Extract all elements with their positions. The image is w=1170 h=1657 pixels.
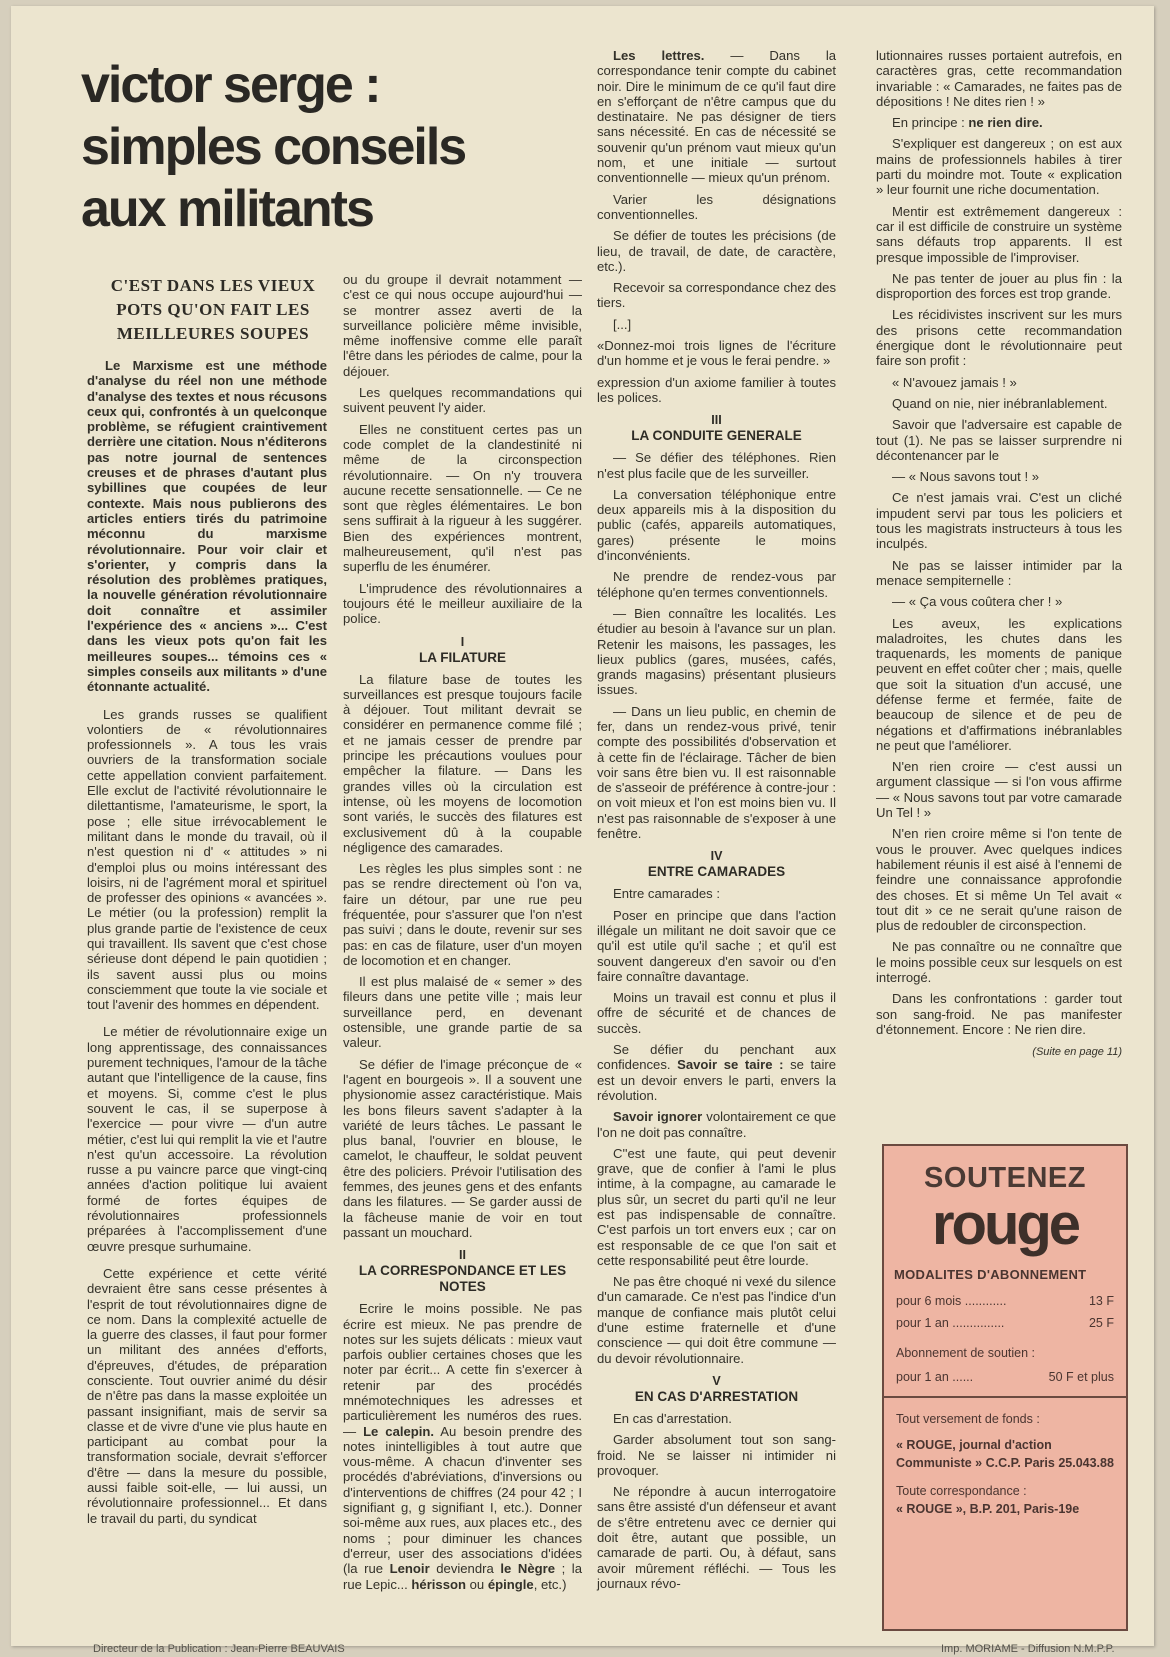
section-number: III xyxy=(711,413,722,428)
price-value: 50 F et plus xyxy=(1048,1370,1114,1384)
text-run: volontairement ce que l'on ne doit pas connaître. xyxy=(597,1109,836,1140)
column-1 xyxy=(87,274,327,1634)
price-row xyxy=(896,1316,1114,1330)
paragraph: Moins un travail est connu et plus il offre de sécurité et de chances de succès. xyxy=(597,990,836,1036)
ad-subtitle: MODALITES D'ABONNEMENT xyxy=(894,1267,1087,1282)
section-number: II xyxy=(459,1248,466,1263)
section-title: LA CONDUITE GENERALE xyxy=(631,428,802,444)
text-run: deviendra xyxy=(429,1561,501,1577)
section-title: EN CAS D'ARRESTATION xyxy=(634,1388,799,1404)
paragraph: Ne pas se laisser intimider par la menace sempiternelle : xyxy=(876,557,1122,588)
section-title: LA FILATURE xyxy=(419,649,506,665)
paragraph: La filature base de toutes les surveillances est presque toujours facile à déjouer. Tout militant devrait se considérer en permanence comme filé ; et ne jamais cesser de prendre par principe les précautions voulues pour empêcher la filature. — Dans les grandes villes où la circulation est intense, où les moyens de locomotion sont variés, le succès des filatures est exclusivement dû à la coupable négligence des camarades. xyxy=(343,671,582,855)
paragraph: — « Ça vous coûtera cher ! » xyxy=(892,594,1063,610)
section-heading-4 xyxy=(597,848,836,880)
price-value: 25 F xyxy=(1088,1316,1114,1330)
paragraph: S'expliquer est dangereux ; on est aux mains de professionnels habiles à tirer parti du moindre mot. Toute « explication » leur fournit une riche documentation. xyxy=(876,136,1122,198)
paragraph: ou du groupe il devrait notamment — c'est ce qui nous occupe aujourd'hui — se montrer assez averti de la surveillance policière même invisible, même inoffensive comme elle paraît l'être dans les périodes de calme, pour la déjouer. xyxy=(343,272,582,379)
section-title: ENTRE CAMARADES xyxy=(647,864,786,880)
price-row xyxy=(896,1370,1114,1384)
bold-run: Savoir se taire : xyxy=(677,1057,784,1073)
title-line-2: simples conseils xyxy=(81,118,466,176)
section-number: IV xyxy=(710,849,723,864)
column-2 xyxy=(343,272,582,1634)
text-run: En principe : xyxy=(892,115,969,131)
title-line-3: aux militants xyxy=(81,180,373,238)
section-heading-5 xyxy=(597,1373,836,1405)
paragraph: N'en rien croire même si l'on tente de vous le prouver. Avec quelques indices habilement réunis il est aisé à l'ennemi de feindre une connaissance approfondie des choses. Et si même Un Tel avait « tout dit » ce ne serait qu'une raison de plus de redoubler de circonspection. xyxy=(876,826,1122,934)
section-heading-1 xyxy=(343,634,582,666)
paragraph: Savoir que l'adversaire est capable de tout (1). Ne pas se laisser surprendre ni décontenancer par le xyxy=(876,417,1122,463)
price-label: pour 6 mois ............ xyxy=(896,1294,1007,1308)
chapo xyxy=(87,358,327,695)
bold-run: le Nègre xyxy=(500,1561,555,1577)
text-run: — Dans la correspondance tenir compte du cabinet noir. Dire le minimum de ce qu'il faut dire en s'efforçant de n'être campus que du destinataire. Ne pas désigner de tiers sans nécessité. En cas de nécessité se souvenir qu'un prénom vaut mieux qu'un nom, et une initiale — surtout conventionnelle — mieux qu'un prénom. xyxy=(597,48,837,186)
text-run: , etc.) xyxy=(533,1576,567,1592)
paragraph: [...] xyxy=(613,316,632,332)
paragraph: Les aveux, les explications maladroites, les chutes dans les traquenards, les moments de panique peuvent en effet coûter cher ; mais, quelle que soit la situation d'un accusé, une défense ferme et fermée, faite de beaucoup de silence et de peu de négations et d'affirmations inébranlables ne peut que l'améliorer. xyxy=(876,615,1122,753)
bold-run: ne rien dire. xyxy=(968,115,1043,131)
section-heading-3 xyxy=(597,412,836,444)
paragraph: Ne pas tenter de jouer au plus fin : la disproportion des forces est trop grande. xyxy=(876,270,1122,302)
ad-heading: SOUTENEZ xyxy=(924,1162,1086,1194)
bold-run: Lenoir xyxy=(389,1561,430,1577)
text-run: Se défier du penchant aux confidences. xyxy=(597,1042,836,1073)
bold-run: Savoir ignorer xyxy=(613,1109,703,1125)
ad-divider xyxy=(884,1396,1126,1398)
paragraph: Ne pas connaître ou ne connaître que le moins possible ceux sur lesquels on est interrogé. xyxy=(876,939,1122,986)
paragraph xyxy=(597,1109,836,1140)
section-title: LA CORRESPONDANCE ET LES NOTES xyxy=(358,1263,567,1295)
price-value: 13 F xyxy=(1088,1294,1114,1308)
bold-run: Le calepin. xyxy=(363,1423,435,1439)
paragraph: Elles ne constituent certes pas un code complet de la clandestinité ni même de la circonspection révolutionnaire. — On n'y trouvera aucune recette sensationnelle. — Ce ne sont que règles élémentaires. Le bon sens suffirait à la rigueur à les suggérer. Bien des expériences montrent, malheureusement, qu'il n'est pas superflu de les énumérer. xyxy=(343,421,582,575)
paragraph: — Bien connaître les localités. Les étudier au besoin à l'avance sur un plan. Retenir les maisons, les passages, les lieux publics (gares, musées, cafés, grands magasins) présentant plusieurs issues. xyxy=(597,605,836,698)
paragraph: Le métier de révolutionnaire exige un long apprentissage, des connaissances purement techniques, l'amour de la tâche autant que l'intelligence de la cause, fins et moyens. Si, comme c'est le plus souvent le cas, il se superpose à l'exercice — pour vivre — d'un autre métier, c'est lui qui remplit la vie et l'autre n'est qu'un accessoire. La révolution russe a pu vaincre parce que vingt-cinq années d'action politique lui avaient formé de fortes équipes de révolutionnaires professionnels préparées à l'accomplissement d'une œuvre presque surhumaine. xyxy=(87,1024,327,1254)
paragraph: L'imprudence des révolutionnaires a toujours été le meilleur auxiliaire de la police. xyxy=(343,580,582,627)
paragraph: expression d'un axiome familier à toutes les polices. xyxy=(597,374,836,405)
paragraph: Se défier de l'image préconçue de « l'agent en bourgeois ». Il a souvent une physionomie assez caractéristique. Mais les bons fileurs savent s'adapter à la variété de leurs tâches. Le passant le plus banal, l'ouvrier en blouse, le camelot, le chauffeur, le soldat peuvent être des policiers. Prévoir l'utilisation des femmes, des jeunes gens et des enfants dans les filatures. — Se garder aussi de la fâcheuse manie de voir en tout passant un mouchard. xyxy=(343,1056,582,1240)
paragraph: Ne prendre de rendez-vous par téléphone qu'en termes conventionnels. xyxy=(597,569,836,600)
versement-label: Tout versement de fonds : xyxy=(896,1412,1040,1426)
section-number: I xyxy=(460,634,465,649)
paragraph: «Donnez-moi trois lignes de l'écriture d'un homme et je vous le ferai pendre. » xyxy=(597,338,836,369)
text-run: Ecrire le moins possible. Ne pas écrire est mieux. Ne pas prendre de notes sur les sujets délicats : mieux vaut parfois oublier certaines choses que les noter par écrit... A cette fin s'exercer à retenir par des procédés mnémotechniques les adresses et particulièrement les numéros des rues. — xyxy=(343,1301,582,1439)
paragraph xyxy=(876,115,1122,130)
title-line-1: victor serge : xyxy=(81,56,380,114)
article-title xyxy=(81,54,581,240)
paragraph: — « Nous savons tout ! » xyxy=(892,469,1040,485)
continuation-note: (Suite en page 11) xyxy=(1032,1046,1122,1059)
paragraph xyxy=(597,1042,836,1103)
imprint-footer xyxy=(71,1643,1131,1657)
paragraph: Varier les désignations conventionnelles. xyxy=(597,191,836,222)
paragraph: lutionnaires russes portaient autrefois, en caractères gras, cette recommandation invariable : « Camarades, ne faites pas de dépositions ! Ne dites rien ! » xyxy=(876,48,1122,109)
correspondance-label: Toute correspondance : xyxy=(896,1484,1027,1498)
paragraph: La conversation téléphonique entre deux appareils mis à la disposition du public (cafés, appareils automatiques, gares) présente le moins d'inconvénients. xyxy=(597,486,836,564)
section-heading-2 xyxy=(343,1247,582,1295)
paragraph: — Se défier des téléphones. Rien n'est plus facile que de les surveiller. xyxy=(597,450,836,481)
paragraph: Les grands russes se qualifient volontiers de « révolutionnaires professionnels ». A tous les vrais ouvriers de la transformation sociale cette appellation convient parfaitement. Elle exclut de l'activité révolutionnaire le dilettantisme, l'amateurisme, le sport, la pose ; elle situe irrévocablement le militant dans le monde du travail, où il n'est question ni d' « attitudes » ni d'emploi plus ou moins intéressant des loisirs, ni de l'agrément moral et spirituel de professer des opinions « avancées ». Le métier (ou la profession) remplit la plus grande partie de l'existence de ceux qui travaillent. Ils savent que c'est chose sérieuse dont dépend le pain quotidien ; ils savent aussi plus ou moins consciemment que toute la vie sociale et tout l'avenir des hommes en dépendent. xyxy=(87,706,327,1013)
price-row xyxy=(896,1294,1114,1308)
section-number: V xyxy=(712,1373,721,1388)
bold-run: Les lettres. xyxy=(613,48,705,63)
paragraph: Se défier de toutes les précisions (de lieu, de travail, de date, de caractère, etc.). xyxy=(597,228,836,274)
paragraph: Il est plus malaisé de « semer » des fileurs dans une petite ville ; mais leur surveillance perd, en devenant ostensible, une grande partie de sa valeur. xyxy=(343,974,582,1051)
paragraph: Ne pas être choqué ni vexé du silence d'un camarade. Ce n'est pas l'indice d'un manque de confiance mais plutôt celui d'une estime fraternelle et d'une conscience — qui doit être commune — du devoir révolutionnaire. xyxy=(597,1274,836,1366)
column-3 xyxy=(597,48,836,1634)
paragraph: Cette expérience et cette vérité devraient être sans cesse présentes à l'esprit de tout révolutionnaires digne de ce nom. Dans la complexité actuelle de la guerre des classes, il faut pour former un militant des années d'efforts, d'épreuves, d'études, de préparation consciente. Tout ouvrier animé du désir de n'être pas dans la masse exploitée un passant insignifiant, mais de servir sa classe et de vivre d'une vie plus haute en participant au combat pour la transformation sociale, devrait s'efforcer d'être — dans la mesure du possible, aussi faible soit-elle, — lui aussi, un révolutionnaire professionnel... Et dans le travail du parti, du syndicat xyxy=(87,1265,327,1526)
paragraph: Entre camarades : xyxy=(613,886,720,902)
paragraph: « N'avouez jamais ! » xyxy=(892,374,1017,390)
text-run: se taire est un devoir envers le parti, envers la révolution. xyxy=(597,1057,837,1103)
versement-details: « ROUGE, journal d'action Communiste » C.C.P. Paris 25.043.88 xyxy=(896,1438,1114,1470)
paragraph: Mentir est extrêmement dangereux : car il est difficile de construire un système sans défauts trop apparents. Il est presque impossible de l'improviser. xyxy=(876,203,1122,265)
price-label: pour 1 an ............... xyxy=(896,1316,1005,1330)
column-4 xyxy=(876,48,1122,1110)
paragraph: C''est une faute, qui peut devenir grave, que de confier à l'ami le plus intime, à la compagne, au camarade le plus sûr, un secret du parti qu'il ne leur est pas indispensable de connaître. C'est parfois un tort envers eux ; car on est responsable de ce que l'on sait et cette responsabilité peut être lourde. xyxy=(597,1145,836,1268)
bold-run: épingle xyxy=(487,1576,534,1592)
soutien-label: Abonnement de soutien : xyxy=(896,1346,1035,1360)
paragraph: Les règles les plus simples sont : ne pas se rendre directement où l'on va, faire un détour, par une rue peu fréquentée, pour s'assurer que l'on n'est pas suivi ; dans le doute, revenir sur ses pas: en cas de filature, user d'un moyen de locomotion et en changer. xyxy=(343,861,582,968)
paragraph: Dans les confrontations : garder tout son sang-froid. Ne pas manifester d'étonnement. Encore : Ne rien dire. xyxy=(876,991,1122,1037)
newspaper-page xyxy=(11,6,1154,1655)
paragraph: Les quelques recommandations qui suivent peuvent l'y aider. xyxy=(343,385,582,416)
kicker-heading: C'EST DANS LES VIEUX POTS QU'ON FAIT LES MEILLEURES SOUPES xyxy=(110,276,316,343)
paragraph xyxy=(343,1301,582,1592)
text-run: ou xyxy=(466,1576,488,1592)
text-run: Au besoin prendre des notes inintelligibles à tout autre que vous-même. A chacun d'inventer ses procédés d'abréviations, d'inversions ou d'interventions de chiffres (24 pour 42 ; I signifiant g, g signifiant I, etc.). Donner soi-même aux rues, aux places etc., des noms ; pour diminuer les chances d'erreur, user des associations d'idées (la rue xyxy=(343,1423,583,1577)
publication-director: Directeur de la Publication : Jean-Pierre BEAUVAIS xyxy=(93,1643,345,1655)
paragraph: — Dans un lieu public, en chemin de fer, dans un rendez-vous privé, tenir compte des possibilités d'observation et à cette fin de l'éclairage. Tâcher de bien voir sans être bien vu. Il est raisonnable de s'asseoir de préférence à contre-jour : on voit mieux et l'on est moins bien vu. Il n'est pas raisonnable de s'exposer à une fenêtre. xyxy=(597,703,836,842)
paragraph: Ce n'est jamais vrai. C'est un cliché impudent servi par tous les policiers et tous les magistrats instructeurs à tous les inculpés. xyxy=(876,490,1122,552)
bold-run: hérisson xyxy=(411,1576,466,1592)
text-run: ; la rue Lepic... xyxy=(343,1561,582,1592)
printer-credit: Imp. MORIAME - Diffusion N.M.P.P. xyxy=(941,1643,1115,1655)
paragraph: En cas d'arrestation. xyxy=(613,1410,732,1426)
paragraph: Recevoir sa correspondance chez des tiers. xyxy=(597,280,836,311)
paragraph: Ne répondre à aucun interrogatoire sans être assisté d'un défenseur et avant de s'être entretenu avec ce dernier qui doit être, autant que possible, un camarade de parti. Ou, à défaut, sans avoir mûrement réfléchi. — Tous les journaux révo- xyxy=(597,1484,836,1591)
subscription-ad xyxy=(882,1144,1128,1631)
paragraph: Quand on nie, nier inébranlablement. xyxy=(892,395,1108,411)
correspondance-address: « ROUGE », B.P. 201, Paris-19e xyxy=(896,1502,1080,1516)
paragraph xyxy=(597,48,836,186)
paragraph: Garder absolument tout son sang-froid. Ne se laisser ni intimider ni provoquer. xyxy=(597,1432,836,1478)
price-label: pour 1 an ...... xyxy=(896,1370,974,1384)
paragraph: Poser en principe que dans l'action illégale un militant ne doit savoir que ce qu'il est utile qu'il sache ; et qu'il est souvent dangereux d'en savoir ou d'en faire connaître davantage. xyxy=(597,907,836,984)
paragraph: N'en rien croire — c'est aussi un argument classique — si l'on vous affirme — « Nous savons tout par votre camarade Un Tel ! » xyxy=(876,759,1122,821)
ad-brand-logo: rouge xyxy=(931,1192,1079,1257)
chapo-paragraph: Le Marxisme est une méthode d'analyse du réel non une méthode d'analyse des textes et nous récusons ceux qui, confrontés à un quelconque problème, se réfugient craintivement derrière une citation. Nous n'éditerons pas notre journal de sentences creuses et de phrases d'autant plus sybillines que coupées de leur contexte. Mais nous publierons des articles entiers tirés du patrimoine méconnu du marxisme révolutionnaire. Pour voir clair et s'orienter, y compris dans la résolution des problèmes pratiques, la nouvelle génération révolutionnaire doit connaître et assimiler l'expérience des « anciens »... C'est dans les vieux pots qu'on fait les meilleures soupes... témoins ces « simples conseils aux militants » d'une étonnante actualité. xyxy=(87,358,327,695)
paragraph: Les récidivistes inscrivent sur les murs des prisons cette recommandation énergique dont le révolutionnaire peut faire son profit : xyxy=(876,307,1122,369)
